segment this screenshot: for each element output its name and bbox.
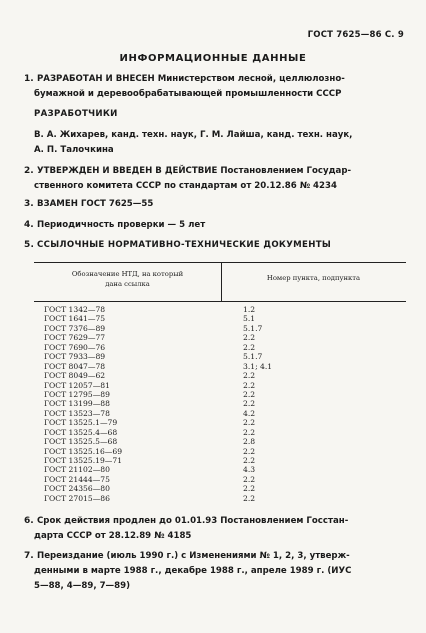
item-text-line: 5—88, 4—89, 7—89) <box>34 581 131 591</box>
item-text-line: ственного комитета СССР по стандартам от 20.12.86 № 4234 <box>34 181 337 191</box>
gost-reference: ГОСТ 1641—75 <box>44 314 106 324</box>
clause-number: 2.2 <box>243 427 256 437</box>
item-text-line: денными в марте 1988 г., декабре 1988 г., апреле 1989 г. (ИУС <box>34 566 352 576</box>
table-row <box>34 484 406 493</box>
item-number: 7. <box>24 551 34 561</box>
item-3 <box>24 197 404 212</box>
gost-reference: ГОСТ 13525.1—79 <box>44 418 118 428</box>
clause-number: 4.3 <box>243 465 256 475</box>
page-header: ГОСТ 7625—86 С. 9 <box>307 30 404 40</box>
table-row <box>34 475 406 484</box>
item-number: 3. <box>24 199 34 209</box>
col1-header-line: дана ссылка <box>105 280 150 288</box>
developers-heading: РАЗРАБОТЧИКИ <box>34 109 118 119</box>
clause-number: 2.2 <box>243 399 256 409</box>
item-1-cont <box>34 87 404 102</box>
clause-number: 2.8 <box>243 437 256 447</box>
table-body <box>34 302 406 503</box>
table-row <box>34 324 406 333</box>
developers-line-1: В. А. Жихарев, канд. техн. наук, Г. М. Лайша, канд. техн. наук, <box>34 130 353 140</box>
item-text-line: Срок действия продлен до 01.01.93 Постановлением Госстан- <box>37 516 349 526</box>
clause-number: 2.2 <box>243 371 256 381</box>
table-row <box>34 418 406 427</box>
item-text-line: дарта СССР от 28.12.89 № 4185 <box>34 531 192 541</box>
gost-reference: ГОСТ 8047—78 <box>44 361 106 371</box>
table-row <box>34 428 406 437</box>
table-row <box>34 465 406 474</box>
item-number: 4. <box>24 220 34 230</box>
item-1 <box>24 72 404 87</box>
table-header <box>34 263 406 302</box>
gost-reference: ГОСТ 13199—88 <box>44 399 110 409</box>
clause-number: 2.2 <box>243 456 256 465</box>
clause-number: 2.2 <box>243 389 256 399</box>
gost-reference: ГОСТ 13525.4—68 <box>44 427 118 437</box>
item-5 <box>24 238 404 253</box>
gost-reference: ГОСТ 21102—80 <box>44 465 110 475</box>
item-2 <box>24 164 404 179</box>
clause-number: 2.2 <box>243 418 256 428</box>
clause-number: 2.2 <box>243 474 256 484</box>
item-text-line: ССЫЛОЧНЫЕ НОРМАТИВНО-ТЕХНИЧЕСКИЕ ДОКУМЕНТЫ <box>37 240 332 250</box>
item-7-cont-2 <box>34 579 404 594</box>
table-row <box>34 352 406 361</box>
item-number: 1. <box>24 74 34 84</box>
table-row <box>34 447 406 456</box>
gost-reference: ГОСТ 13525.5—68 <box>44 437 118 447</box>
reference-table <box>34 262 406 503</box>
table-row <box>34 371 406 380</box>
table-row <box>34 305 406 314</box>
gost-reference: ГОСТ 13525.16—69 <box>44 446 123 456</box>
clause-number: 2.2 <box>243 484 256 494</box>
table-col1-header <box>34 269 221 289</box>
gost-reference: ГОСТ 27015—86 <box>44 493 110 503</box>
clause-number: 3.1; 4.1 <box>243 361 273 371</box>
table-row <box>34 456 406 465</box>
col1-header-line: Обозначение НТД, на который <box>71 270 184 278</box>
clause-number: 2.2 <box>243 342 256 352</box>
table-row <box>34 437 406 446</box>
item-number: 2. <box>24 166 34 176</box>
table-col2-header: Номер пункта, подпункта <box>266 274 361 282</box>
gost-reference: ГОСТ 7376—89 <box>44 323 106 333</box>
clause-number: 5.1.7 <box>243 352 263 362</box>
clause-number: 5.1.7 <box>243 323 263 333</box>
gost-reference: ГОСТ 13523—78 <box>44 408 110 418</box>
item-text-line: УТВЕРЖДЕН И ВВЕДЕН В ДЕЙСТВИЕ Постановлением Государ- <box>37 166 352 176</box>
gost-reference: ГОСТ 24356—80 <box>44 484 110 494</box>
gost-reference: ГОСТ 8049—62 <box>44 371 106 381</box>
item-2-cont <box>34 179 404 194</box>
clause-number: 2.2 <box>243 333 256 343</box>
item-text-line: РАЗРАБОТАН И ВНЕСЕН Министерством лесной, целлюлозно- <box>37 74 345 84</box>
clause-number: 1.2 <box>243 305 256 314</box>
gost-reference: ГОСТ 1342—78 <box>44 305 106 314</box>
clause-number: 2.2 <box>243 380 256 390</box>
table-row <box>34 390 406 399</box>
item-6 <box>24 514 404 529</box>
item-number: 6. <box>24 516 34 526</box>
item-text-line: ВЗАМЕН ГОСТ 7625—55 <box>37 199 154 209</box>
gost-reference: ГОСТ 12057—81 <box>44 380 110 390</box>
gost-reference: ГОСТ 21444—75 <box>44 474 110 484</box>
table-row <box>34 381 406 390</box>
item-text-line: Периодичность проверки — 5 лет <box>37 220 206 230</box>
table-row <box>34 409 406 418</box>
item-7-cont-1 <box>34 564 404 579</box>
developers-line-2: А. П. Талочкина <box>34 145 114 155</box>
clause-number: 4.2 <box>243 408 256 418</box>
table-row <box>34 494 406 503</box>
clause-number: 2.2 <box>243 493 256 503</box>
item-text-line: бумажной и деревообрабатывающей промышленности СССР <box>34 89 342 99</box>
table-column-divider <box>221 263 222 301</box>
table-row <box>34 362 406 371</box>
clause-number: 5.1 <box>243 314 256 324</box>
gost-reference: ГОСТ 7690—76 <box>44 342 106 352</box>
gost-reference: ГОСТ 12795—89 <box>44 389 110 399</box>
item-6-cont <box>34 529 404 544</box>
gost-reference: ГОСТ 7933—89 <box>44 352 106 362</box>
item-4 <box>24 218 404 233</box>
table-row <box>34 399 406 408</box>
table-row <box>34 314 406 323</box>
item-text-line: Переиздание (июль 1990 г.) с Изменениями № 1, 2, 3, утверж- <box>37 551 350 561</box>
item-7 <box>24 549 404 564</box>
item-number: 5. <box>24 240 35 250</box>
page-title: ИНФОРМАЦИОННЫЕ ДАННЫЕ <box>119 53 307 64</box>
gost-reference: ГОСТ 13525.19—71 <box>44 456 123 465</box>
table-row <box>34 343 406 352</box>
table-row <box>34 333 406 342</box>
gost-reference: ГОСТ 7629—77 <box>44 333 106 343</box>
clause-number: 2.2 <box>243 446 256 456</box>
